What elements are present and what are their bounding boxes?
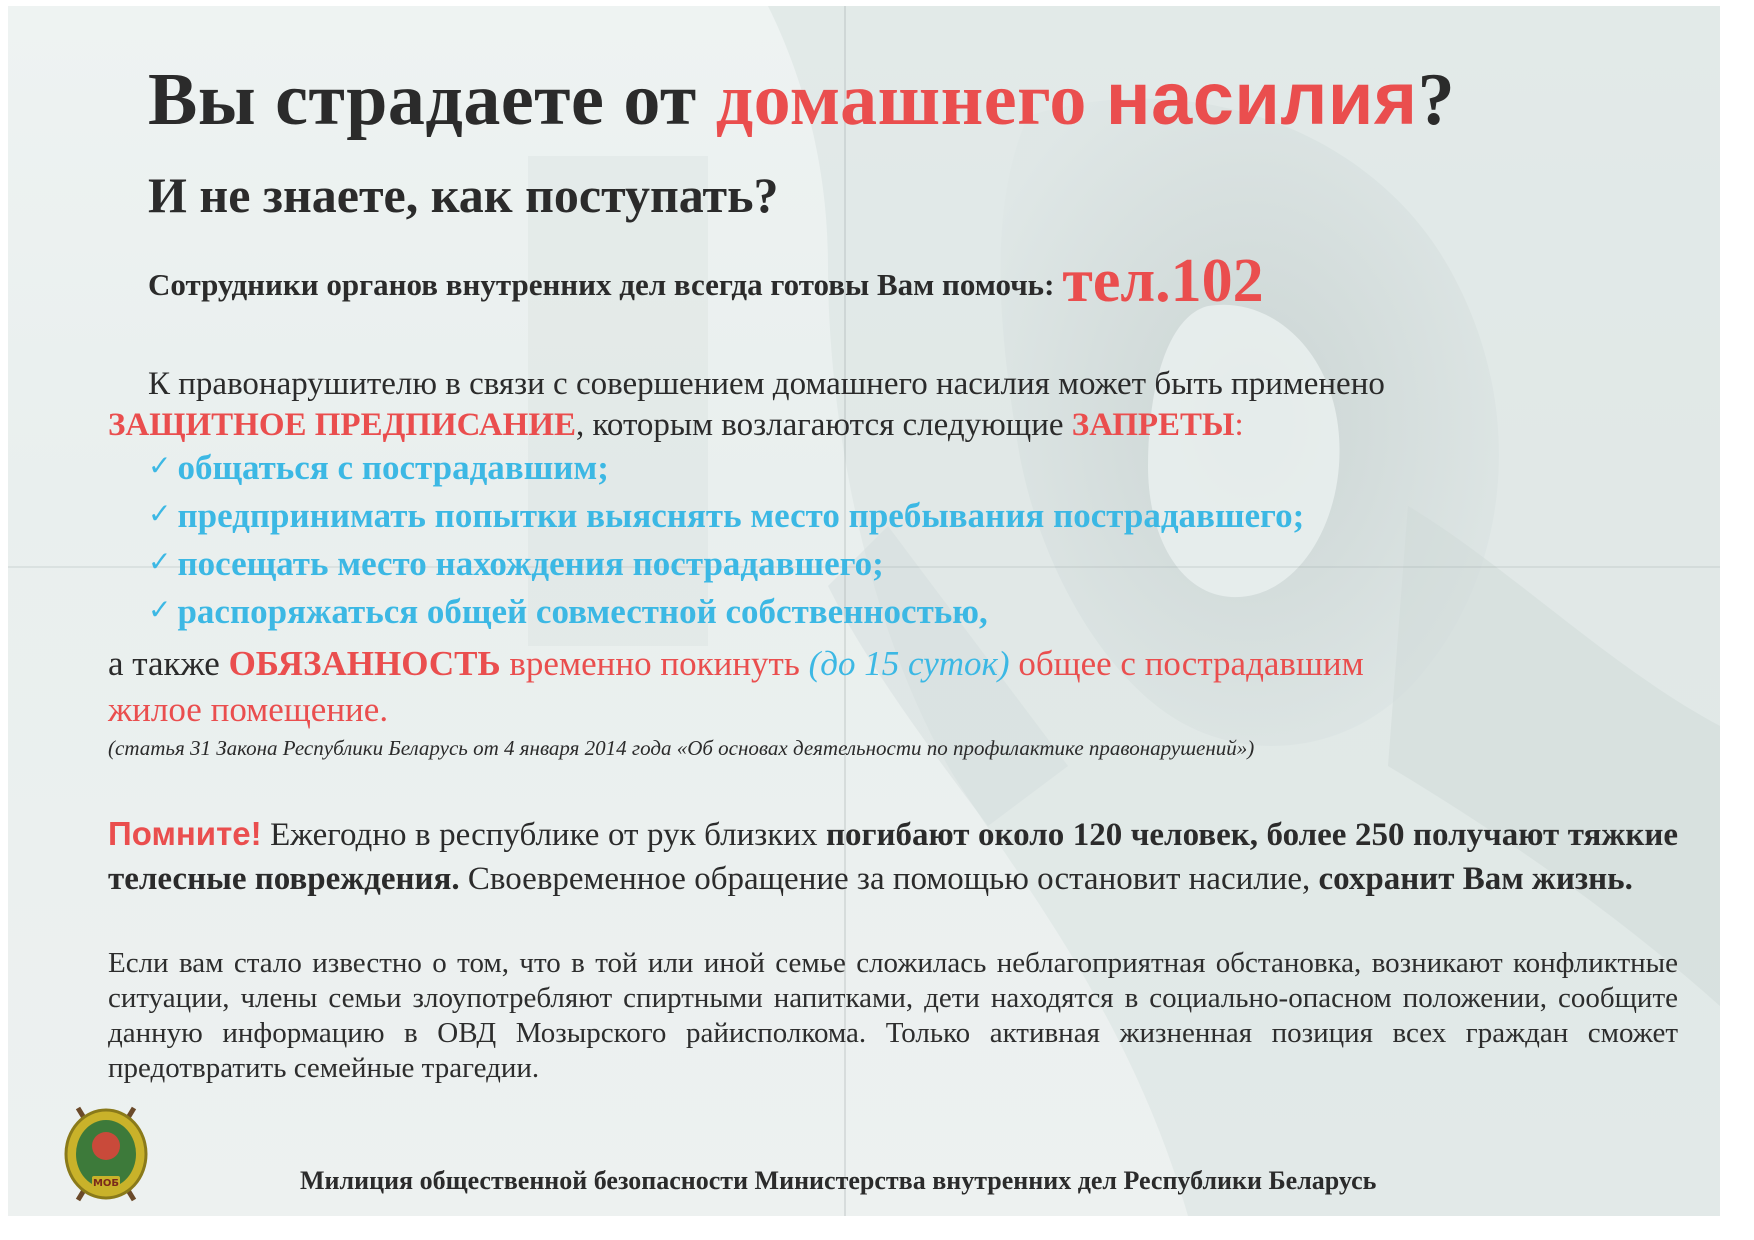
help-line — [148, 246, 1264, 317]
footer-organization: Милиция общественной безопасности Министерства внутренних дел Республики Беларусь — [300, 1166, 1377, 1195]
title-part-4: ? — [1417, 59, 1456, 141]
intro-middle: , которым возлагаются следующие — [576, 407, 1072, 443]
police-emblem-logo — [58, 1096, 154, 1206]
ban-item — [148, 496, 1304, 536]
intro-colon: : — [1234, 407, 1244, 443]
duty-mid: временно покинуть — [500, 644, 809, 683]
intro-line-2 — [108, 407, 1244, 444]
ban-item-text: посещать место нахождения пострадавшего; — [177, 544, 884, 583]
ban-item-text: распоряжаться общей совместной собственностью, — [177, 592, 988, 631]
title-part-3: насилия — [1105, 57, 1418, 140]
duty-prefix: а также — [108, 644, 229, 683]
phone-number: тел.102 — [1062, 247, 1264, 315]
remember-bold-1: погибают около 120 человек, более 250 получают тяжкие телесные повреждения. — [108, 817, 1678, 897]
intro-line-1: К правонарушителю в связи с совершением домашнего насилия может быть применено — [148, 366, 1385, 402]
main-title — [148, 56, 1455, 143]
remember-text-1: Ежегодно в республике от рук близких — [261, 817, 827, 853]
ban-item — [148, 592, 988, 632]
ban-item-text: предпринимать попытки выяснять место пребывания пострадавшего; — [177, 496, 1305, 535]
remember-paragraph — [108, 812, 1678, 901]
svg-text:МОБ: МОБ — [92, 1178, 120, 1189]
remember-text-2: Своевременное обращение за помощью остановит насилие, — [459, 861, 1319, 897]
title-part-2: домашнего — [715, 59, 1106, 141]
info-paragraph: Если вам стало известно о том, что в той или иной семье сложилась неблагоприятная обстановка, возникают конфликтные ситуации, члены семьи злоупотребляют спиртными напитками, дети находятся в социально-опасном положении, сообщите данную информацию в ОВД Мозырского райисполкома. Только активная жизненная позиция всех граждан сможет предотвратить семейные трагедии. — [108, 947, 1678, 1084]
bans-term: ЗАПРЕТЫ — [1071, 407, 1235, 443]
check-icon: ✓ — [148, 545, 172, 578]
check-icon: ✓ — [148, 593, 172, 626]
remember-bold-2: сохранит Вам жизнь. — [1318, 861, 1633, 897]
leaflet-sheet — [8, 6, 1720, 1216]
duty-word: ОБЯЗАННОСТЬ — [228, 644, 501, 683]
remember-label: Помните! — [108, 815, 262, 852]
law-note: (статья 31 Закона Республики Беларусь от 4 января 2014 года «Об основах деятельности по профилактике правонарушений») — [108, 736, 1255, 760]
help-text: Сотрудники органов внутренних дел всегда готовы Вам помочь: — [148, 267, 1055, 302]
duty-suffix: общее с пострадавшим — [1009, 644, 1364, 683]
duty-line-2: жилое помещение. — [108, 690, 389, 729]
duty-period: (до 15 суток) — [808, 644, 1010, 683]
ban-item-text: общаться с пострадавшим; — [177, 448, 609, 487]
check-icon: ✓ — [148, 497, 172, 530]
ban-item — [148, 448, 609, 488]
title-part-1: Вы страдаете от — [148, 59, 716, 141]
protective-order-term: ЗАЩИТНОЕ ПРЕДПИСАНИЕ — [108, 407, 577, 443]
ban-item — [148, 544, 884, 584]
duty-line-1 — [108, 644, 1364, 684]
subtitle: И не знаете, как поступать? — [148, 167, 779, 223]
check-icon: ✓ — [148, 449, 172, 482]
